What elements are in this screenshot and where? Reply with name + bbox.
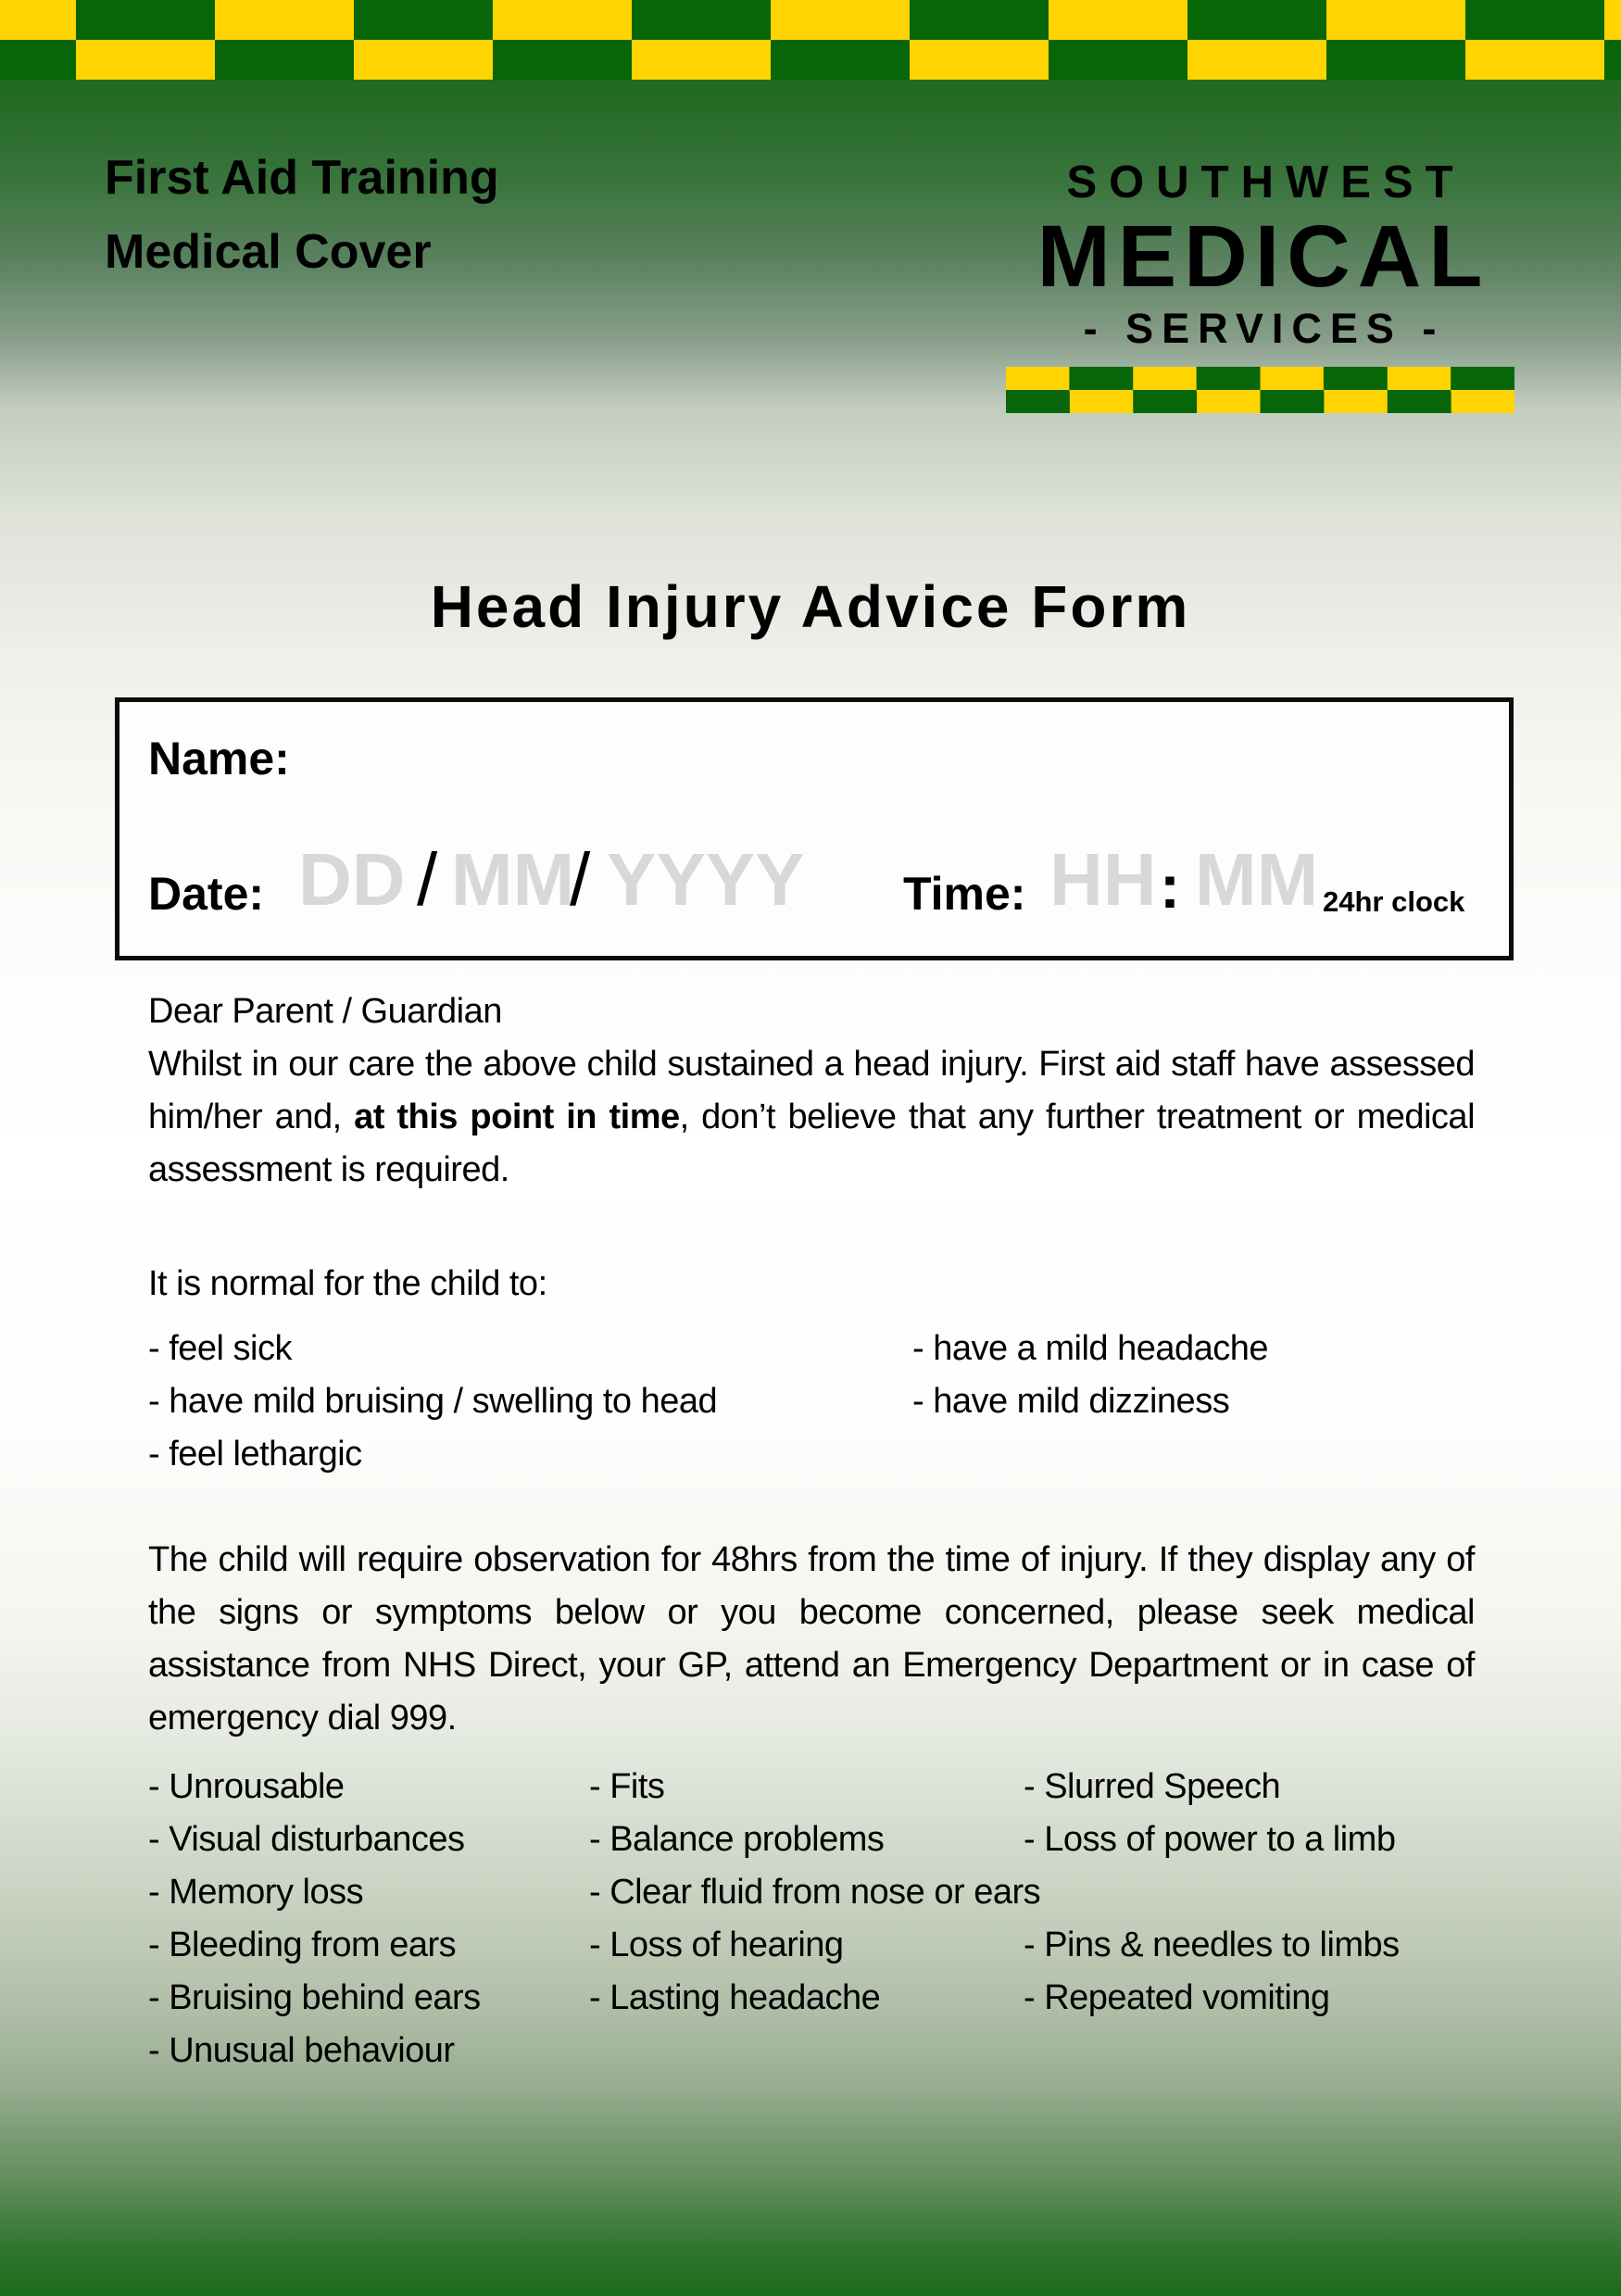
minute-placeholder[interactable]: MM bbox=[1195, 838, 1319, 921]
hour-placeholder[interactable]: HH bbox=[1049, 838, 1157, 921]
page-title: Head Injury Advice Form bbox=[430, 573, 1191, 640]
warning-symptom-item: - Bruising behind ears bbox=[148, 1978, 481, 2017]
clock-note: 24hr clock bbox=[1323, 885, 1465, 918]
warning-symptoms-column-3 bbox=[1024, 1761, 1400, 2025]
normal-symptom-item: - have mild dizziness bbox=[912, 1382, 1230, 1421]
date-label: Date: bbox=[148, 868, 265, 920]
warning-symptom-item: - Loss of power to a limb bbox=[1024, 1820, 1396, 1859]
normal-symptom-item: - have a mild headache bbox=[912, 1329, 1269, 1368]
company-tagline bbox=[105, 141, 499, 289]
warning-symptom-item: - Clear fluid from nose or ears bbox=[589, 1873, 1041, 1912]
normal-symptoms-right-column bbox=[912, 1323, 1268, 1428]
warning-symptom-item: - Slurred Speech bbox=[1024, 1767, 1281, 1806]
battenburg-checker-banner bbox=[0, 0, 1621, 80]
date-slash-2: / bbox=[570, 838, 591, 921]
assessment-text-bold: at this point in time bbox=[354, 1098, 680, 1136]
warning-symptom-item: - Unrousable bbox=[148, 1767, 345, 1806]
date-slash-1: / bbox=[417, 838, 438, 921]
day-placeholder[interactable]: DD bbox=[298, 838, 406, 921]
logo-medical-text: MEDICAL bbox=[1037, 207, 1490, 306]
warning-symptom-item: - Repeated vomiting bbox=[1024, 1978, 1330, 2017]
warning-symptom-item: - Unusual behaviour bbox=[148, 2031, 455, 2070]
assessment-paragraph bbox=[148, 1038, 1475, 1197]
logo-southwest-text: SOUTHWEST bbox=[1066, 157, 1465, 207]
assessment-text-after: , don’t believe that any further treatment or medical assessment is required. bbox=[148, 1098, 1476, 1189]
time-label: Time: bbox=[903, 868, 1026, 920]
name-label: Name: bbox=[148, 733, 290, 784]
warning-symptom-item: - Balance problems bbox=[589, 1820, 885, 1859]
month-placeholder[interactable]: MM bbox=[451, 838, 575, 921]
southwest-medical-logo bbox=[1000, 156, 1519, 413]
warning-symptom-item bbox=[1024, 1866, 1400, 1919]
warning-symptom-item: - Loss of hearing bbox=[589, 1926, 844, 1964]
normal-symptom-item: - feel sick bbox=[148, 1329, 292, 1368]
name-input-area[interactable] bbox=[314, 721, 1463, 795]
warning-symptom-item: - Visual disturbances bbox=[148, 1820, 465, 1859]
time-colon: : bbox=[1160, 852, 1180, 921]
warning-symptom-item: - Lasting headache bbox=[589, 1978, 881, 2017]
tagline-line-2: Medical Cover bbox=[105, 225, 432, 279]
name-date-time-box bbox=[115, 697, 1514, 960]
year-placeholder[interactable]: YYYY bbox=[607, 838, 805, 921]
salutation: Dear Parent / Guardian bbox=[148, 992, 502, 1031]
warning-symptoms-column-2 bbox=[589, 1761, 1040, 2025]
warning-symptom-item: - Bleeding from ears bbox=[148, 1926, 457, 1964]
warning-symptoms-column-1 bbox=[148, 1761, 481, 2077]
normal-symptom-item: - have mild bruising / swelling to head bbox=[148, 1382, 718, 1421]
logo-services-text: - SERVICES - bbox=[1083, 305, 1445, 352]
warning-symptom-item: - Memory loss bbox=[148, 1873, 364, 1912]
observation-paragraph: The child will require observation for 48hrs from the time of injury. If they display any of the signs or symptoms below or you become concerned, please seek medical assistance from NHS Direct, your GP, attend an Emergency Department or in case of emergency dial 999. bbox=[148, 1540, 1475, 1738]
warning-symptom-item: - Pins & needles to limbs bbox=[1024, 1926, 1400, 1964]
logo-checker-strip bbox=[1006, 367, 1514, 413]
assessment-text-before: Whilst in our care the above child sustained a head injury. First aid staff have assessed him/her and, bbox=[148, 1045, 1475, 1136]
tagline-line-1: First Aid Training bbox=[105, 151, 499, 205]
normal-intro: It is normal for the child to: bbox=[148, 1264, 547, 1303]
normal-symptoms-left-column bbox=[148, 1323, 717, 1481]
normal-symptom-item: - feel lethargic bbox=[148, 1435, 362, 1474]
warning-symptom-item: - Fits bbox=[589, 1767, 665, 1806]
